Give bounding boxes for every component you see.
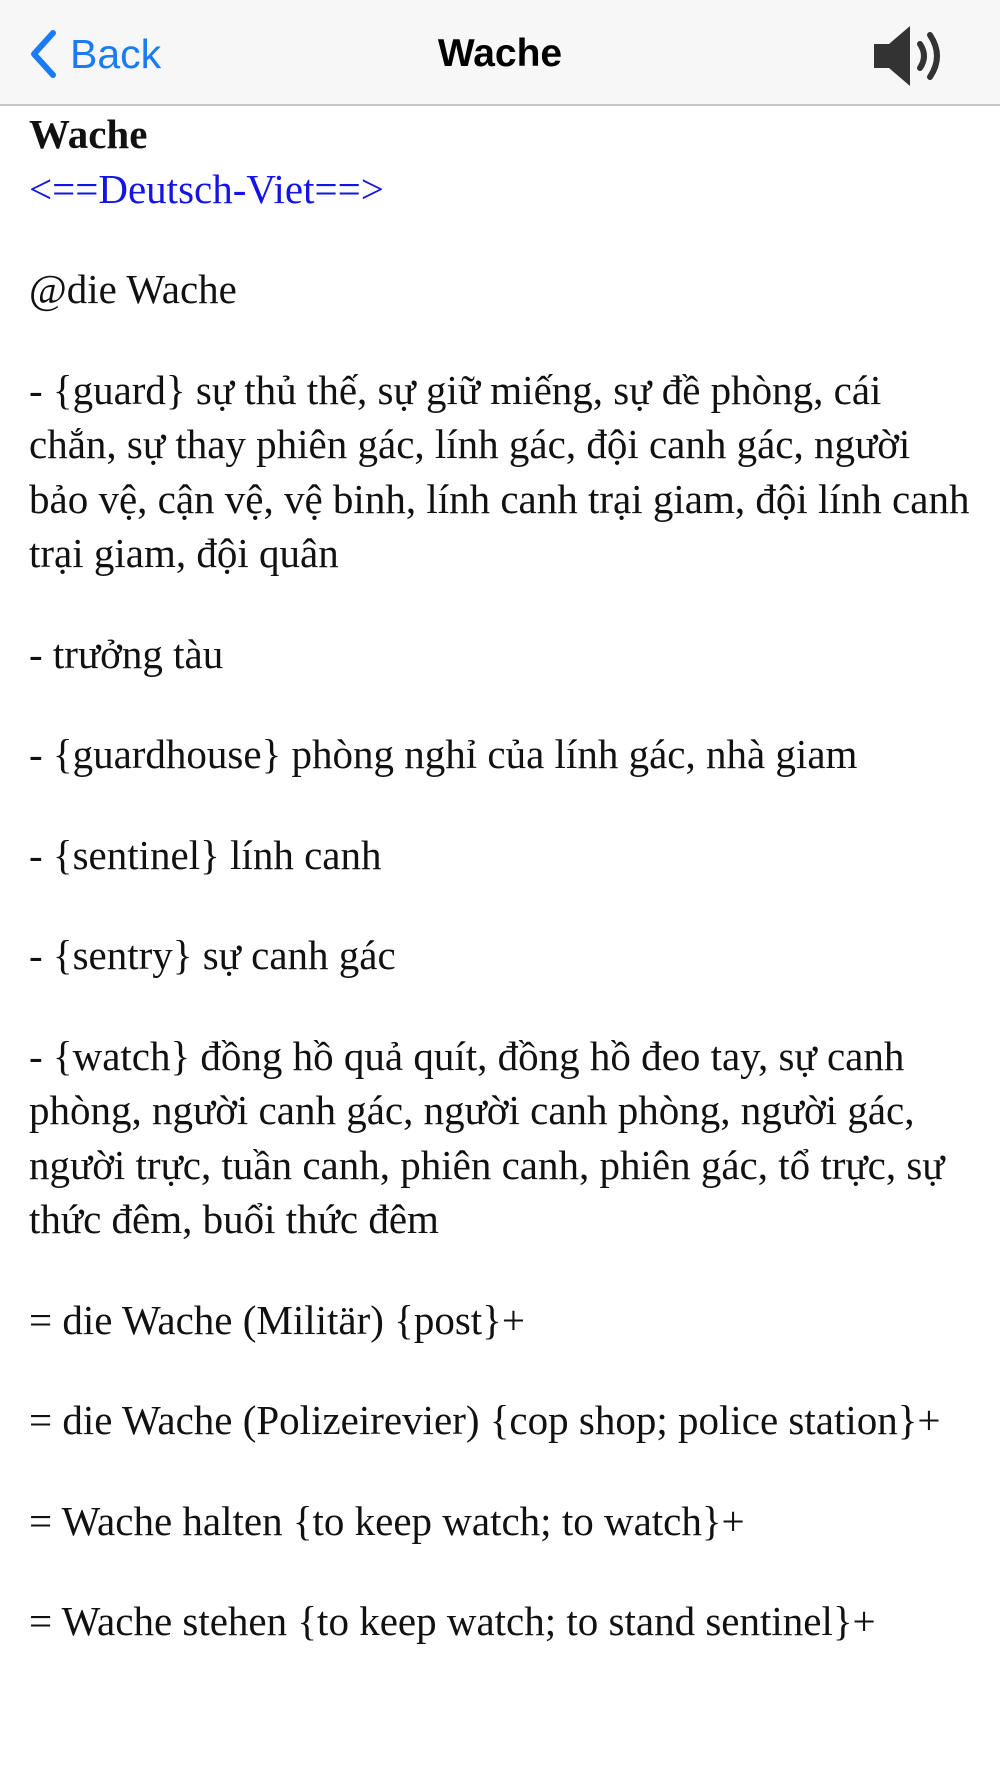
speaker-icon [872,22,956,90]
entry-line: - {watch} đồng hồ quả quít, đồng hồ đeo tay, sự canh phòng, người canh gác, người canh phòng, người gác, người trực, tuần canh, phiên canh, phiên gác, tổ trực, sự thức đêm, buổi thức đêm [29,1032,945,1242]
entry-line: @die Wache [29,266,237,312]
page-title: Wache [437,32,563,75]
entry-line: = die Wache (Polizeirevier) {cop shop; police station}+ [29,1397,941,1443]
dictionary-link[interactable]: <==Deutsch-Viet==> [29,165,384,212]
entry-line: - {sentry} sự canh gác [29,932,396,978]
navigation-bar [0,0,1000,106]
chevron-left-icon [28,29,58,79]
entry-line: = Wache halten {to keep watch; to watch}+ [29,1497,745,1544]
entry-line: - {guardhouse} phòng nghỉ của lính gác, nhà giam [29,731,858,777]
entry-line: = die Wache (Militär) {post}+ [29,1296,525,1343]
back-button[interactable] [28,26,161,82]
back-button-label: Back [70,31,162,77]
entry-line: - {guard} sự thủ thế, sự giữ miếng, sự đề phòng, cái chắn, sự thay phiên gác, lính gác, đội canh gác, người bảo vệ, cận vệ, vệ binh, lính canh trại giam, đội lính canh trại giam, đội quân [29,366,970,576]
entry-content [29,106,979,1695]
entry-line: - {sentinel} lính canh [29,831,382,878]
entry-headword: Wache [29,111,148,157]
entry-line: - trưởng tàu [29,630,224,677]
pronunciation-button[interactable] [872,22,956,90]
entry-line: = Wache stehen {to keep watch; to stand sentinel}+ [29,1598,876,1644]
